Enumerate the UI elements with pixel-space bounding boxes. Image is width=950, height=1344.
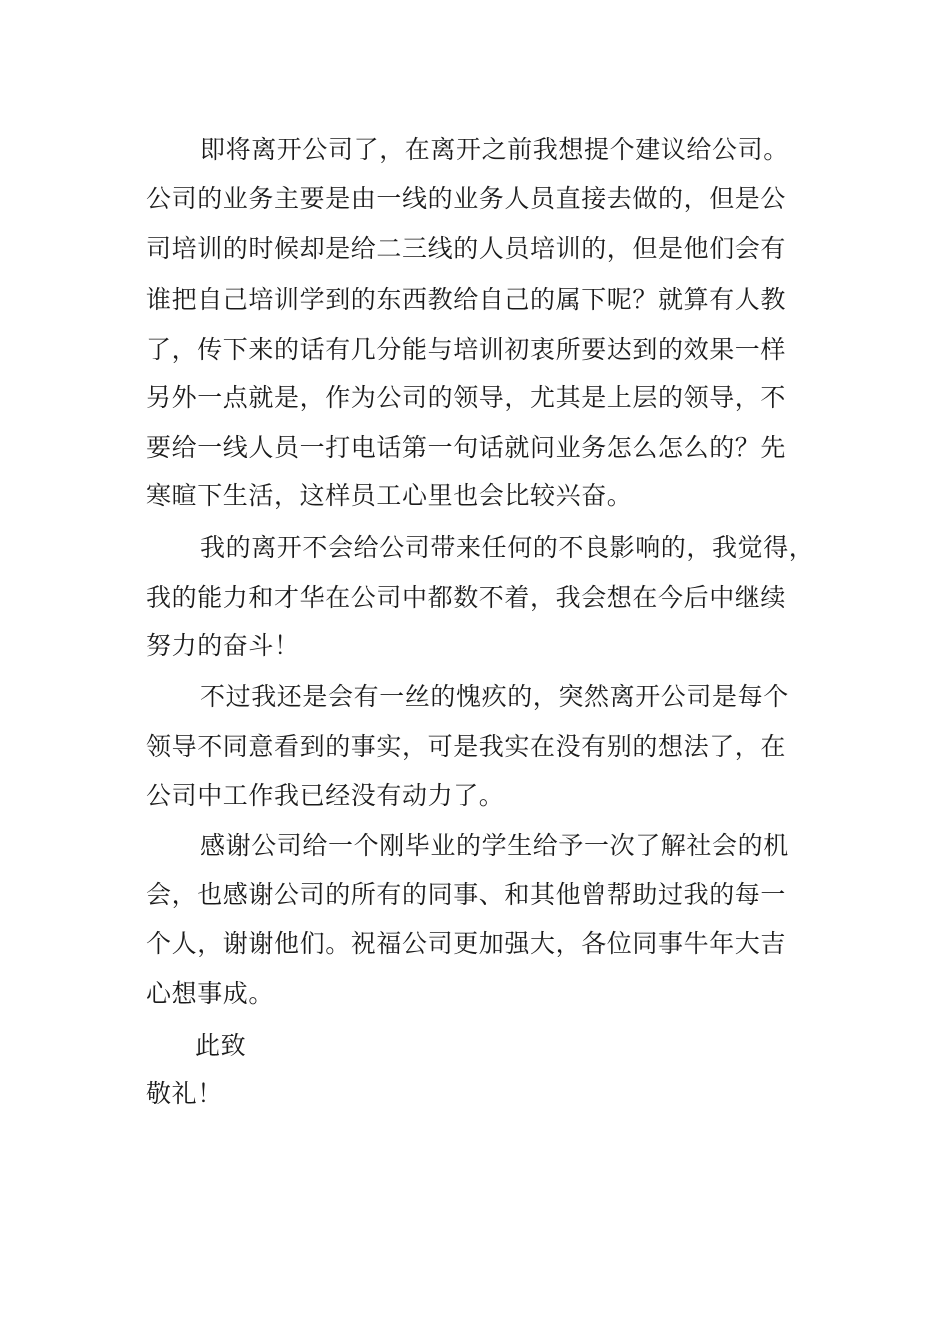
paragraph-1-line-6: 另外一点就是，作为公司的领导，尤其是上层的领导，不	[146, 383, 787, 412]
paragraph-1-line-5: 了，传下来的话有几分能与培训初衷所要达到的效果一样	[146, 335, 787, 364]
paragraph-1-line-8: 寒暄下生活，这样员工心里也会比较兴奋。	[146, 481, 633, 510]
salutation-line: 敬礼！	[146, 1079, 223, 1108]
paragraph-3-line-1: 不过我还是会有一丝的愧疚的，突然离开公司是每个	[200, 682, 789, 711]
paragraph-2-line-3: 努力的奋斗！	[146, 631, 300, 660]
paragraph-4-line-2: 会，也感谢公司的所有的同事、和其他曾帮助过我的每一	[146, 880, 787, 909]
paragraph-3-line-2: 领导不同意看到的事实，可是我实在没有别的想法了，在	[146, 732, 787, 761]
paragraph-4-line-1: 感谢公司给一个刚毕业的学生给予一次了解社会的机	[200, 831, 789, 860]
paragraph-4-line-3: 个人，谢谢他们。祝福公司更加强大，各位同事牛年大吉	[146, 929, 787, 958]
paragraph-2-line-2: 我的能力和才华在公司中都数不着，我会想在今后中继续	[146, 583, 787, 612]
paragraph-1-line-4: 谁把自己培训学到的东西教给自己的属下呢？就算有人教	[146, 285, 787, 314]
paragraph-4-line-4: 心想事成。	[146, 979, 275, 1008]
paragraph-3-line-3: 公司中工作我已经没有动力了。	[146, 781, 505, 810]
paragraph-1-line-3: 司培训的时候却是给二三线的人员培训的，但是他们会有	[146, 234, 787, 263]
paragraph-1-line-2: 公司的业务主要是由一线的业务人员直接去做的，但是公	[146, 184, 787, 213]
closing-line: 此致	[195, 1031, 247, 1060]
paragraph-1-line-1: 即将离开公司了，在离开之前我想提个建议给公司。	[200, 135, 789, 164]
paragraph-1-line-7: 要给一线人员一打电话第一句话就问业务怎么怎么的？先	[146, 433, 787, 462]
paragraph-2-line-1: 我的离开不会给公司带来任何的不良影响的，我觉得，	[200, 533, 815, 562]
